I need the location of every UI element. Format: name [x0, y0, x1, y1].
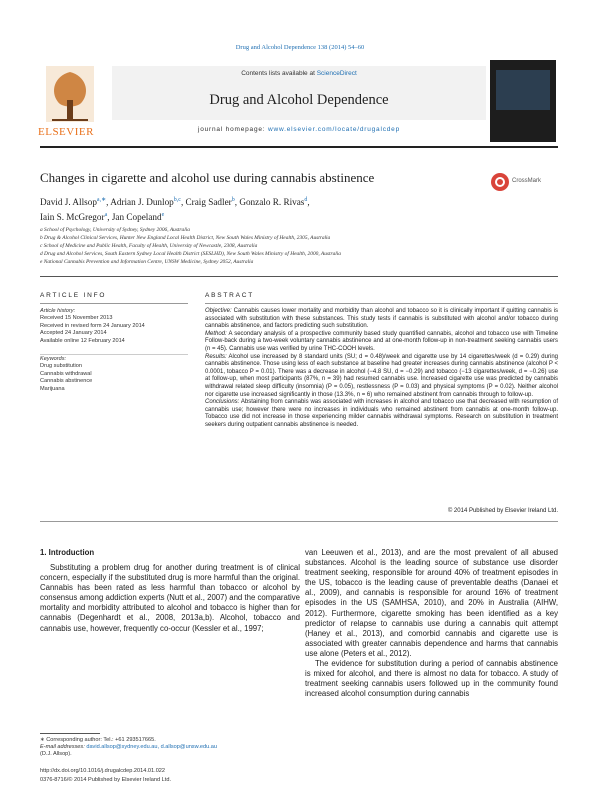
abstract-conclusions [205, 399, 558, 429]
author-name[interactable]: David J. Allsop [40, 197, 97, 208]
author-affil-sup[interactable]: e [161, 211, 165, 218]
abstract-rule [205, 303, 558, 304]
history-accepted: Accepted 24 January 2014 [40, 330, 107, 337]
abstract-method [205, 331, 558, 354]
keyword: Marijuana [40, 385, 65, 392]
history-received: Received 15 November 2013 [40, 315, 113, 322]
abstract-heading: ABSTRACT [205, 292, 255, 299]
email-addresses [40, 744, 300, 751]
keyword: Cannabis abstinence [40, 378, 93, 385]
footnote-rule [40, 733, 100, 734]
contents-prefix: Contents lists available at [241, 70, 317, 77]
intro-paragraph-2: van Leeuwen et al., 2013), and are the most prevalent of all abused substances. Alcohol is the leading source of substance use disorder treatment seeking, responsible for around 40% of treatment episodes in the US, tobacco is the leading cause of preventable deaths (Danaei et al., 2009), and cannabis is responsible for around 16% of treatment episodes in the US (SAMHSA, 2010), and 20% in Australia (AIHW, 2012). Furthermore, cigarette smoking has been identified as a key predictor of relapse to cannabis use during a cannabis quit attempt (Haney et al., 2013), and comorbid cannabis and cigarette use is associated with greater cannabis dependence and harms that cannabis use alone (Peters et al., 2012). [305, 548, 558, 658]
intro-paragraph-1: Substituting a problem drug for another during treatment is of clinical concern, especially if the substituted drug is more harmful than the original. Cannabis has been rated as less harmful than tobacco or alcohol by consensus among addiction experts (Nutt et al., 2007) and the comparative mortality and morbidity attributed to alcohol and tobacco is higher than for cannabis (Degenhardt et al., 2008, 2013a,b). Alcohol, tobacco and cannabis use, however, frequently co-occur (Kessler et al., 1997; [40, 563, 300, 633]
author-affil-sup[interactable]: a [104, 211, 108, 218]
journal-homepage [112, 126, 486, 133]
email-suffix: (D.J. Allsop). [40, 751, 72, 757]
method-text: A secondary analysis of a prospective community based study quantified cannabis, alcohol and tobacco use with Timeline Follow-back during a two-week voluntary cannabis abstinence and at one-month follow-up in non-treatment seeking cannabis users (n = 45). Cannabis use was verified by urine THC-COOH levels. [205, 330, 558, 352]
corresponding-author-note [40, 737, 300, 758]
article-history [40, 308, 180, 345]
body-right-column [305, 548, 558, 699]
author-affil-sup[interactable]: b,c [173, 197, 181, 203]
affiliation-a: a School of Psychology, University of Sydney, Sydney 2006, Australia [40, 227, 190, 233]
author-name[interactable]: Gonzalo R. Rivas [239, 197, 305, 208]
publisher-logo-text: ELSEVIER [38, 126, 94, 138]
header-rule [40, 146, 558, 148]
meta-rule [40, 276, 558, 277]
method-label: Method: [205, 330, 227, 337]
journal-title: Drug and Alcohol Dependence [209, 92, 389, 108]
issn-copyright: 0376-8716/© 2014 Published by Elsevier Ireland Ltd. [40, 777, 171, 783]
abstract-body [205, 308, 558, 430]
journal-citation[interactable]: Drug and Alcohol Dependence 138 (2014) 54–60 [235, 44, 365, 51]
author-name[interactable]: Iain S. McGregor [40, 211, 105, 222]
contents-line [112, 70, 486, 77]
crossmark-badge[interactable] [490, 172, 556, 192]
results-text: Alcohol use increased by 8 standard units (SU; d = 0.48)/week and cigarette use by 14 cigarettes/week (d = 0.29) during cannabis abstinence. Those using less of each substance at baseline had greater increases during cannabis abstinence (alcohol P < 0.0001, tobacco P = 0.01). There was a decrease in alcohol (−4.8 SU, d = −0.29) and tobacco (−13 cigarettes/week, d = −0.26) use at follow-up, when most participants (87%, n = 39) had resumed cannabis use. Increased cigarette use was predicted by cannabis withdrawal related sleep difficulty (insomnia) (P = 0.05), restlessness (P = 0.03) and physical symptoms (P = 0.02). Neither alcohol nor cigarette use increased significantly in those (13.3%, n = 6) who remained abstinent from cannabis through to follow-up. [205, 353, 558, 398]
results-label: Results: [205, 353, 227, 360]
body-left-column [40, 563, 300, 634]
objective-label: Objective: [205, 308, 232, 314]
section-heading-introduction: 1. Introduction [40, 548, 95, 557]
author-list: David J. Allsop$^{a,∗}$, Adrian J. Dunlop$^{b,c}$, Craig Sadler$^b$, Gonzalo R. Rivas$^d$, Iain S. McGregor$^a$, Jan Copeland$^e$ [40, 197, 310, 222]
article-title: Changes in cigarette and alcohol use during cannabis abstinence [40, 170, 375, 185]
keyword: Cannabis withdrawal [40, 370, 92, 377]
author-affil-sup[interactable]: b [231, 197, 235, 203]
article-info-heading: ARTICLE INFO [40, 292, 107, 299]
affiliation-c: c School of Medicine and Public Health, Faculty of Health, University of Newcastle, 2308, Australia [40, 243, 258, 249]
author-name[interactable]: Jan Copeland [111, 211, 162, 222]
crossmark-label: CrossMark [512, 178, 542, 184]
objective-text: Cannabis causes lower mortality and morbidity than alcohol and tobacco so it is clinically important if quitting cannabis is associated with substitution with these substances. This study tests if cannabis is substituted with alcohol and/or tobacco during cannabis abstinence, and factors predicting such substitution. [205, 308, 558, 330]
abstract-copyright: © 2014 Published by Elsevier Ireland Ltd. [447, 508, 558, 514]
abstract-results [205, 354, 558, 400]
keywords-rule [40, 354, 188, 355]
history-label: Article history: [40, 308, 76, 314]
history-online: Available online 12 February 2014 [40, 337, 125, 344]
keywords-list [40, 356, 180, 393]
email-label: E-mail addresses: [40, 744, 87, 750]
abstract-objective [205, 308, 558, 331]
keywords-label: Keywords: [40, 356, 67, 362]
history-revised: Received in revised form 24 January 2014 [40, 322, 145, 329]
journal-cover-image [490, 60, 556, 142]
author-name[interactable]: Adrian J. Dunlop [110, 197, 174, 208]
corresponding-author: ∗ Corresponding author: Tel.: +61 293517665. [40, 737, 156, 743]
article-info-rule [40, 303, 188, 304]
intro-paragraph-3: The evidence for substitution during a period of cannabis abstinence is mixed for alcohol, and there is almost no data for tobacco. A study of treatment seeking cannabis users followed up in the community found increased alcohol consumption during cannabis [305, 659, 558, 699]
cover-artwork [496, 70, 550, 110]
author-name[interactable]: Craig Sadler [185, 197, 232, 208]
author-affil-sup[interactable]: d [304, 197, 308, 203]
crossmark-icon [490, 172, 510, 192]
homepage-link[interactable]: www.elsevier.com/locate/drugalcdep [268, 126, 401, 133]
affiliation-e: e National Cannabis Prevention and Information Centre, UNSW Medicine, Sydney 2052, Australia [40, 259, 254, 265]
author-affil-sup[interactable]: a,∗ [96, 197, 107, 203]
doi-link[interactable]: http://dx.doi.org/10.1016/j.drugalcdep.2014.01.022 [40, 768, 166, 774]
sciencedirect-link[interactable]: ScienceDirect [316, 70, 357, 77]
affiliation-b: b Drug & Alcohol Clinical Services, Hunter New England Local Health District, New South Wales Ministry of Health, 2305, Australia [40, 235, 331, 241]
conclusions-text: Abstaining from cannabis was associated with increases in alcohol and tobacco use that decreased with resumption of cannabis use; however there were no increases in individuals who remained abstinent from cannabis at one-month follow-up. Tobacco use did not increase in those experiencing milder cannabis withdrawal symptoms. Research on substitution in treatment seekers during outpatient cannabis abstinence is needed. [205, 399, 558, 428]
conclusions-label: Conclusions: [205, 399, 240, 406]
elsevier-tree-logo [40, 62, 100, 134]
abstract-end-rule [40, 521, 558, 522]
affiliation-d: d Drug and Alcohol Services, South Eastern Sydney Local Health District (SESLHD), New South Wales Ministry of Health, 2000, Australia [40, 251, 342, 257]
email-link[interactable]: david.allsop@sydney.edu.au, d.allsop@unsw.edu.au [86, 744, 217, 750]
keyword: Drug substitution [40, 363, 82, 370]
homepage-prefix: journal homepage: [197, 126, 269, 133]
